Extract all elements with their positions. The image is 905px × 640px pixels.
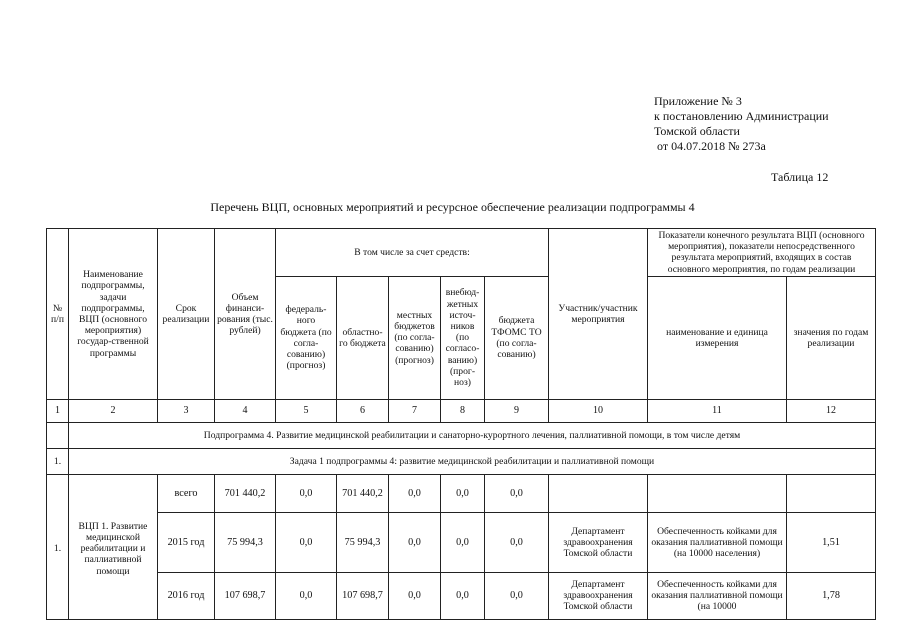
- volume-cell: 75 994,3: [215, 512, 276, 572]
- volume-cell: 107 698,7: [215, 572, 276, 619]
- header-offbudget: внебюд-жетных источ-ников (по согласо-ванию) (прог-ноз): [441, 276, 485, 399]
- header-num: № п/п: [47, 229, 69, 400]
- column-number: 1: [47, 399, 69, 422]
- header-sources-group: В том числе за счет средств:: [276, 229, 549, 277]
- indicator-cell: Обеспеченность койками для оказания паллиативной помощи (на 10000: [648, 572, 787, 619]
- volume-cell: 701 440,2: [215, 474, 276, 512]
- header-indicator-name: наименование и единица измерения: [648, 276, 787, 399]
- participant-cell: Департамент здравоохранения Томской области: [549, 512, 648, 572]
- indicator-value-cell: 1,78: [787, 572, 876, 619]
- task-row: [47, 448, 876, 474]
- column-number: 8: [441, 399, 485, 422]
- appendix-line: от 04.07.2018 № 273а: [654, 139, 766, 153]
- indicator-value-cell: 1,51: [787, 512, 876, 572]
- header-participant: Участник/участник мероприятия: [549, 229, 648, 400]
- tfoms-cell: 0,0: [485, 474, 549, 512]
- indicator-cell: [648, 474, 787, 512]
- table-number: Таблица 12: [771, 170, 829, 184]
- subprogram-title: Подпрограмма 4. Развитие медицинской реабилитации и санаторно-курортного лечения, паллиативной помощи, в том числе детям: [69, 422, 876, 448]
- header-name: Наименование подпрограммы, задачи подпрограммы, ВЦП (основного мероприятия) государ-ственной программы: [69, 229, 158, 400]
- indicator-cell: Обеспеченность койками для оказания паллиативной помощи (на 10000 населения): [648, 512, 787, 572]
- term-cell: 2015 год: [158, 512, 215, 572]
- local-cell: 0,0: [389, 474, 441, 512]
- task-title: Задача 1 подпрограммы 4: развитие медицинской реабилитации и паллиативной помощи: [69, 448, 876, 474]
- offbudget-cell: 0,0: [441, 572, 485, 619]
- regional-cell: 107 698,7: [337, 572, 389, 619]
- appendix-block: [654, 94, 829, 154]
- column-number: 2: [69, 399, 158, 422]
- table-row: [47, 512, 876, 572]
- column-number: 5: [276, 399, 337, 422]
- federal-cell: 0,0: [276, 512, 337, 572]
- header-row: [47, 229, 876, 277]
- resource-table: [46, 228, 876, 620]
- tfoms-cell: 0,0: [485, 512, 549, 572]
- header-indicator-values: значения по годам реализации: [787, 276, 876, 399]
- column-number: 3: [158, 399, 215, 422]
- regional-cell: 701 440,2: [337, 474, 389, 512]
- task-num: 1.: [47, 448, 69, 474]
- column-number: 11: [648, 399, 787, 422]
- column-number: 9: [485, 399, 549, 422]
- subprogram-num: [47, 422, 69, 448]
- offbudget-cell: 0,0: [441, 512, 485, 572]
- header-local: местных бюджетов (по согла-сованию) (прогноз): [389, 276, 441, 399]
- tfoms-cell: 0,0: [485, 572, 549, 619]
- federal-cell: 0,0: [276, 572, 337, 619]
- column-number: 12: [787, 399, 876, 422]
- header-tfoms: бюджета ТФОМС ТО (по согла-сованию): [485, 276, 549, 399]
- header-indicators-group: Показатели конечного результата ВЦП (основного мероприятия), показатели непосредственного результата мероприятий, входящих в состав основного мероприятия, по годам реализации: [648, 229, 876, 277]
- federal-cell: 0,0: [276, 474, 337, 512]
- header-term: Срок реализации: [158, 229, 215, 400]
- regional-cell: 75 994,3: [337, 512, 389, 572]
- item-name: ВЦП 1. Развитие медицинской реабилитации и паллиативной помощи: [69, 474, 158, 619]
- participant-cell: [549, 474, 648, 512]
- local-cell: 0,0: [389, 512, 441, 572]
- appendix-line: Томской области: [654, 124, 740, 138]
- term-cell: всего: [158, 474, 215, 512]
- header-federal: федераль-ного бюджета (по согла-сованию) (прогноз): [276, 276, 337, 399]
- subprogram-row: [47, 422, 876, 448]
- indicator-value-cell: [787, 474, 876, 512]
- table-row: [47, 572, 876, 619]
- header-regional: областно-го бюджета: [337, 276, 389, 399]
- column-number: 7: [389, 399, 441, 422]
- header-volume: Объем финанси-рования (тыс. рублей): [215, 229, 276, 400]
- appendix-line: Приложение № 3: [654, 94, 742, 108]
- column-number: 4: [215, 399, 276, 422]
- column-number: 6: [337, 399, 389, 422]
- local-cell: 0,0: [389, 572, 441, 619]
- document-title: Перечень ВЦП, основных мероприятий и ресурсное обеспечение реализации подпрограммы 4: [210, 200, 695, 214]
- table-row: [47, 474, 876, 512]
- item-num: 1.: [47, 474, 69, 619]
- term-cell: 2016 год: [158, 572, 215, 619]
- offbudget-cell: 0,0: [441, 474, 485, 512]
- column-number: 10: [549, 399, 648, 422]
- participant-cell: Департамент здравоохранения Томской области: [549, 572, 648, 619]
- appendix-line: к постановлению Администрации: [654, 109, 829, 123]
- column-number-row: [47, 399, 876, 422]
